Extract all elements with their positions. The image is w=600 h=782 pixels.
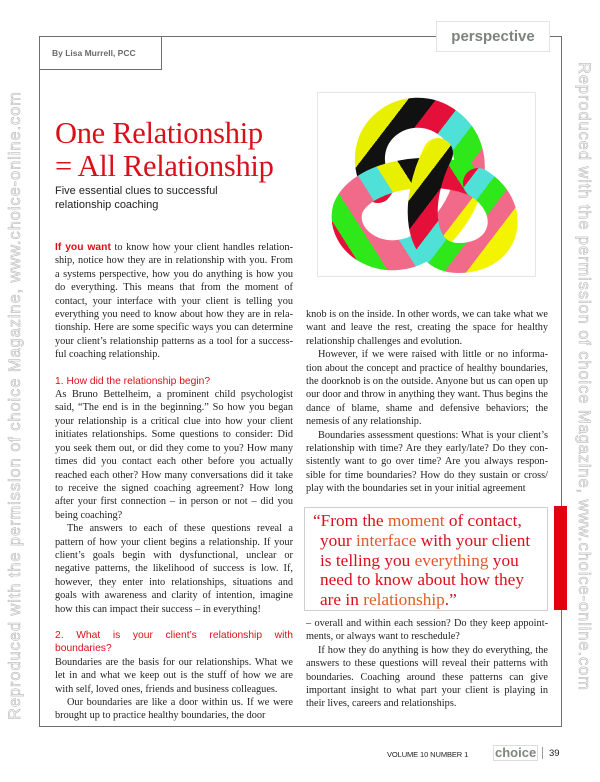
section-label: perspective	[451, 28, 535, 45]
right-column-bottom	[306, 617, 548, 711]
pull-quote-accent-bar	[554, 506, 567, 610]
intro-paragraph	[55, 241, 293, 362]
section2-paragraph-1: Boundaries are the basis for our relationships. What we let in and what we keep out is the stuff of how we are with self, loved ones, friends and business colleagues.	[55, 656, 293, 695]
knot-illustration	[317, 92, 536, 277]
byline-text: By Lisa Murrell, PCC	[52, 48, 136, 58]
pull-quote-line-5: are in relationship.”	[320, 590, 457, 610]
byline	[39, 36, 162, 70]
page-footer	[380, 745, 580, 761]
title-line-1: One Relationship	[55, 116, 263, 150]
striped-knot-icon	[318, 93, 536, 277]
section1-paragraph-1: As Bruno Bettelheim, a prominent child psychologist said, “The end is in the beginning.” So how you began your relationship is a critical clue into how your client initiates relationships. Some questions to consider: Did you seek them out, or did they come to you? How many times did you contact each other before you actually reached each other? How many conversations did it take to receive the signed coaching agreement? How long after your first connection – in person or not – did you being coaching?	[55, 389, 293, 521]
article-title	[55, 117, 305, 183]
section1-paragraph-2: The answers to each of these questions reveal a pattern of how your client begins a relationship. If your client’s goals begin with dysfunctional, unclear or negative patterns, the likelihood of success is low. If, however, they enter into relationships, situations and goals with awareness and clarity of intention, imagine how this can impact their success – in everything!	[55, 523, 293, 615]
right-paragraph-4: – overall and within each session? Do they keep appointments, or always want to reschedule?	[306, 618, 548, 643]
section-heading-2: 2. What is your client’s relationship with boundaries?	[55, 629, 293, 655]
pull-quote-line-1: “From the moment of contact,	[313, 511, 522, 530]
permission-watermark-left: Reproduced with the permission of choice Magazine, www.choice-online.com	[6, 91, 24, 720]
section-tab	[436, 21, 550, 52]
pull-quote	[304, 507, 548, 611]
left-column	[55, 241, 293, 723]
right-paragraph-3: Boundaries assessment questions: What is your client’s relationship with time? Are they early/late? Do they consistently want to go over time? Are you always responsible for time boundaries? How do they sustain or cross/ play with the boundaries set in your initial agreement	[306, 429, 548, 495]
right-column-top	[306, 308, 548, 496]
intro-lead: If you want	[55, 242, 111, 253]
section-heading-1: 1. How did the relationship begin?	[55, 375, 211, 387]
intro-text: to know how your client handles relationship, notice how they are in relationship with you. From a systems perspective, how you do anything is how you do everything. This means that from the moment of contact, your interface with your client is telling you everything you need to know about how they are in relationship. Here are some specific ways you can determine your client’s relationship patterns as a tool for a successful coaching relationship.	[55, 242, 293, 361]
right-paragraph-1: knob is on the inside. In other words, we can take what we want and leave the rest, creating the space for healthy relationship challenges and evolution.	[306, 309, 548, 347]
pull-quote-line-3: is telling you everything you	[320, 550, 519, 570]
title-line-2: = All Relationship	[55, 149, 274, 183]
magazine-logo: choice	[495, 745, 537, 760]
volume-label: VOLUME 10 NUMBER 1	[387, 750, 469, 759]
permission-watermark-right: Reproduced with the permission of choice Magazine, www.choice-online.com	[575, 62, 593, 691]
article-subtitle	[55, 184, 295, 212]
section2-paragraph-2: Our boundaries are like a door within us. If we were brought up to practice healthy boundaries, the door	[55, 697, 293, 722]
pull-quote-line-4: need to know about how they	[320, 570, 524, 590]
pull-quote-line-2: your interface with your client	[320, 530, 531, 550]
subtitle-line-2: relationship coaching	[55, 199, 159, 211]
page-number: 39	[549, 748, 560, 759]
right-paragraph-2: However, if we were raised with little or no information about the concept and practice of healthy boundaries, the doorknob is on the outside. Anyone but us can open up our door and throw in anything they want. Thus begins the dance of blame, shame and defensive behaviors; the nemesis of any relationship.	[306, 349, 548, 428]
subtitle-line-1: Five essential clues to successful	[55, 185, 218, 197]
right-paragraph-5: If how they do anything is how they do everything, the answers to these questions will reveal their patterns with boundaries. Coaching around these patterns can give important insight to what part your client is playing in their lives, careers and relationships.	[306, 644, 548, 710]
footer-divider	[542, 747, 543, 759]
